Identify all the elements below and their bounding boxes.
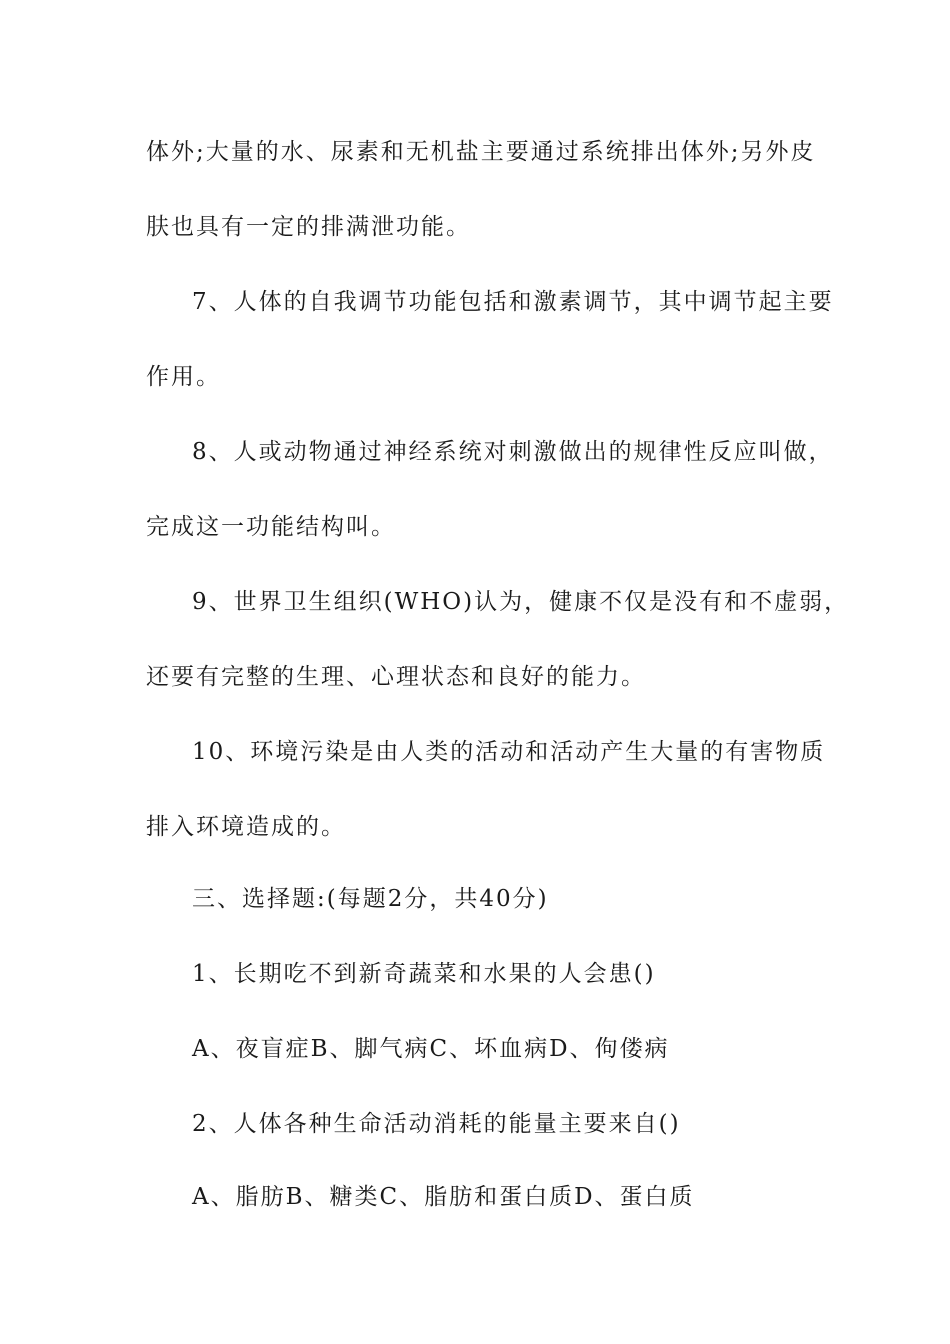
question-10-line-2: 排入环境造成的。 bbox=[146, 814, 346, 840]
question-7-line-1: 7、人体的自我调节功能包括和激素调节，其中调节起主要 bbox=[192, 289, 834, 315]
choice-question-1: 1、长期吃不到新奇蔬菜和水果的人会患() bbox=[192, 961, 656, 987]
text-line-excretion-1: 体外;大量的水、尿素和无机盐主要通过系统排出体外;另外皮 bbox=[146, 139, 816, 165]
question-7-line-2: 作用。 bbox=[146, 364, 221, 390]
section-heading-choice: 三、选择题:(每题2分，共40分) bbox=[192, 886, 549, 912]
choice-question-2: 2、人体各种生命活动消耗的能量主要来自() bbox=[192, 1111, 681, 1137]
choice-question-1-options: A、夜盲症B、脚气病C、坏血病D、佝偻病 bbox=[192, 1036, 670, 1062]
question-10-line-1: 10、环境污染是由人类的活动和活动产生大量的有害物质 bbox=[192, 739, 826, 765]
question-9-line-1: 9、世界卫生组织(WHO)认为，健康不仅是没有和不虚弱， bbox=[192, 589, 850, 615]
question-9-line-2: 还要有完整的生理、心理状态和良好的能力。 bbox=[146, 664, 646, 690]
text-line-excretion-2: 肤也具有一定的排满泄功能。 bbox=[146, 214, 471, 240]
question-8-line-2: 完成这一功能结构叫。 bbox=[146, 514, 396, 540]
choice-question-2-options: A、脂肪B、糖类C、脂肪和蛋白质D、蛋白质 bbox=[192, 1184, 695, 1210]
question-8-line-1: 8、人或动物通过神经系统对刺激做出的规律性反应叫做， bbox=[192, 439, 834, 465]
